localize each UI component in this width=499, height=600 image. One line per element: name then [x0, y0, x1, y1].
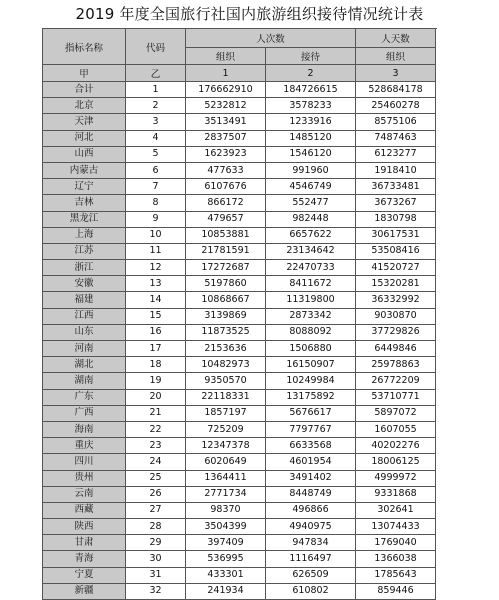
region-name: 重庆	[43, 438, 126, 454]
table-body	[43, 82, 436, 600]
region-name: 青海	[43, 551, 126, 567]
region-name: 海南	[43, 421, 126, 437]
person-days-org-value: 6123277	[356, 146, 436, 162]
person-times-recv-value: 991960	[266, 162, 356, 178]
person-times-org-value: 3513491	[186, 114, 266, 130]
person-times-recv-value: 1506880	[266, 341, 356, 357]
row-code: 4	[126, 130, 186, 146]
region-name: 吉林	[43, 195, 126, 211]
row-code: 9	[126, 211, 186, 227]
region-name: 河北	[43, 130, 126, 146]
person-days-org-value: 5897072	[356, 405, 436, 421]
person-times-org-value: 6107676	[186, 179, 266, 195]
person-times-org-value: 479657	[186, 211, 266, 227]
person-times-recv-value: 10249984	[266, 373, 356, 389]
row-code: 30	[126, 551, 186, 567]
person-times-org-value: 17272687	[186, 260, 266, 276]
table-row	[43, 519, 436, 535]
row-code: 23	[126, 438, 186, 454]
table-row	[43, 130, 436, 146]
table-row	[43, 276, 436, 292]
person-days-org-value: 859446	[356, 583, 436, 599]
person-days-org-value: 36733481	[356, 179, 436, 195]
table-row	[43, 162, 436, 178]
table-row	[43, 454, 436, 470]
table-row	[43, 470, 436, 486]
person-days-org-value: 8575106	[356, 114, 436, 130]
header-col-num-3: 3	[356, 65, 436, 82]
person-times-recv-value: 4546749	[266, 179, 356, 195]
region-name: 四川	[43, 454, 126, 470]
statistics-table	[42, 28, 436, 600]
person-times-org-value: 536995	[186, 551, 266, 567]
row-code: 21	[126, 405, 186, 421]
table-row	[43, 82, 436, 98]
row-code: 14	[126, 292, 186, 308]
person-days-org-value: 1918410	[356, 162, 436, 178]
person-days-org-value: 1366038	[356, 551, 436, 567]
person-times-recv-value: 982448	[266, 211, 356, 227]
row-code: 7	[126, 179, 186, 195]
person-times-recv-value: 947834	[266, 535, 356, 551]
person-times-org-value: 12347378	[186, 438, 266, 454]
person-times-recv-value: 6633568	[266, 438, 356, 454]
header-col-num-2: 2	[266, 65, 356, 82]
person-days-org-value: 13074433	[356, 519, 436, 535]
person-days-org-value: 53710771	[356, 389, 436, 405]
table-row	[43, 389, 436, 405]
header-person-days: 人天数	[356, 29, 436, 48]
person-times-org-value: 1623923	[186, 146, 266, 162]
person-times-org-value: 11873525	[186, 324, 266, 340]
row-code: 32	[126, 583, 186, 599]
person-days-org-value: 9331868	[356, 486, 436, 502]
person-times-recv-value: 8088092	[266, 324, 356, 340]
table-row	[43, 535, 436, 551]
person-times-recv-value: 496866	[266, 502, 356, 518]
row-code: 22	[126, 421, 186, 437]
table-row	[43, 502, 436, 518]
person-times-recv-value: 1116497	[266, 551, 356, 567]
person-times-org-value: 3504399	[186, 519, 266, 535]
person-days-org-value: 3673267	[356, 195, 436, 211]
region-name: 浙江	[43, 260, 126, 276]
table-row	[43, 583, 436, 599]
row-code: 17	[126, 341, 186, 357]
row-code: 28	[126, 519, 186, 535]
row-code: 24	[126, 454, 186, 470]
person-days-org-value: 26772209	[356, 373, 436, 389]
region-name: 北京	[43, 98, 126, 114]
header-index-label: 甲	[43, 65, 126, 82]
person-days-org-value: 1607055	[356, 421, 436, 437]
table-row	[43, 421, 436, 437]
table-row	[43, 146, 436, 162]
person-times-org-value: 21781591	[186, 243, 266, 259]
person-times-org-value: 477633	[186, 162, 266, 178]
row-code: 27	[126, 502, 186, 518]
person-times-org-value: 241934	[186, 583, 266, 599]
person-times-recv-value: 4940975	[266, 519, 356, 535]
person-times-org-value: 6020649	[186, 454, 266, 470]
table-row	[43, 357, 436, 373]
person-days-org-value: 53508416	[356, 243, 436, 259]
person-times-org-value: 10868667	[186, 292, 266, 308]
table-row	[43, 260, 436, 276]
header-index-code: 乙	[126, 65, 186, 82]
person-times-org-value: 2837507	[186, 130, 266, 146]
person-times-org-value: 5232812	[186, 98, 266, 114]
row-code: 1	[126, 82, 186, 98]
person-times-recv-value: 2873342	[266, 308, 356, 324]
person-times-org-value: 5197860	[186, 276, 266, 292]
person-times-recv-value: 1485120	[266, 130, 356, 146]
person-days-org-value: 18006125	[356, 454, 436, 470]
person-times-org-value: 1364411	[186, 470, 266, 486]
row-code: 3	[126, 114, 186, 130]
table-row	[43, 341, 436, 357]
table-row	[43, 227, 436, 243]
person-days-org-value: 41520727	[356, 260, 436, 276]
person-times-recv-value: 8411672	[266, 276, 356, 292]
person-times-recv-value: 3578233	[266, 98, 356, 114]
person-times-recv-value: 7797767	[266, 421, 356, 437]
region-name: 广西	[43, 405, 126, 421]
table-row	[43, 179, 436, 195]
person-times-org-value: 10482973	[186, 357, 266, 373]
region-name: 广东	[43, 389, 126, 405]
header-person-days-org: 组织	[356, 48, 436, 65]
person-times-org-value: 2771734	[186, 486, 266, 502]
person-days-org-value: 37729826	[356, 324, 436, 340]
row-code: 19	[126, 373, 186, 389]
person-days-org-value: 4999972	[356, 470, 436, 486]
region-name: 河南	[43, 341, 126, 357]
person-times-org-value: 22118331	[186, 389, 266, 405]
table-row	[43, 308, 436, 324]
table-row	[43, 98, 436, 114]
person-times-recv-value: 8448749	[266, 486, 356, 502]
row-code: 31	[126, 567, 186, 583]
person-times-org-value: 10853881	[186, 227, 266, 243]
region-name: 辽宁	[43, 179, 126, 195]
person-times-org-value: 176662910	[186, 82, 266, 98]
region-name: 江苏	[43, 243, 126, 259]
person-times-org-value: 866172	[186, 195, 266, 211]
region-name: 天津	[43, 114, 126, 130]
region-name: 陕西	[43, 519, 126, 535]
region-name: 云南	[43, 486, 126, 502]
row-code: 12	[126, 260, 186, 276]
row-code: 6	[126, 162, 186, 178]
person-days-org-value: 1785643	[356, 567, 436, 583]
person-times-recv-value: 184726615	[266, 82, 356, 98]
row-code: 18	[126, 357, 186, 373]
person-times-recv-value: 4601954	[266, 454, 356, 470]
row-code: 25	[126, 470, 186, 486]
person-times-recv-value: 626509	[266, 567, 356, 583]
row-code: 2	[126, 98, 186, 114]
row-code: 13	[126, 276, 186, 292]
row-code: 20	[126, 389, 186, 405]
person-times-recv-value: 16150907	[266, 357, 356, 373]
person-times-recv-value: 1546120	[266, 146, 356, 162]
region-name: 安徽	[43, 276, 126, 292]
row-code: 16	[126, 324, 186, 340]
row-code: 29	[126, 535, 186, 551]
header-person-times-org: 组织	[186, 48, 266, 65]
person-days-org-value: 6449846	[356, 341, 436, 357]
region-name: 内蒙古	[43, 162, 126, 178]
table-row	[43, 567, 436, 583]
person-times-recv-value: 22470733	[266, 260, 356, 276]
person-days-org-value: 1830798	[356, 211, 436, 227]
person-days-org-value: 40202276	[356, 438, 436, 454]
row-code: 15	[126, 308, 186, 324]
row-code: 26	[126, 486, 186, 502]
person-days-org-value: 15320281	[356, 276, 436, 292]
person-times-org-value: 98370	[186, 502, 266, 518]
table-row	[43, 438, 436, 454]
row-code: 5	[126, 146, 186, 162]
person-times-org-value: 397409	[186, 535, 266, 551]
header-person-times-recv: 接待	[266, 48, 356, 65]
table-row	[43, 243, 436, 259]
person-times-org-value: 2153636	[186, 341, 266, 357]
header-person-times: 人次数	[186, 29, 356, 48]
person-days-org-value: 30617531	[356, 227, 436, 243]
region-name: 新疆	[43, 583, 126, 599]
person-times-org-value: 433301	[186, 567, 266, 583]
table-row	[43, 324, 436, 340]
region-name: 黑龙江	[43, 211, 126, 227]
table-row	[43, 114, 436, 130]
person-times-recv-value: 610802	[266, 583, 356, 599]
table-row	[43, 405, 436, 421]
header-code: 代码	[126, 29, 186, 65]
person-days-org-value: 9030870	[356, 308, 436, 324]
region-name: 江西	[43, 308, 126, 324]
region-name: 贵州	[43, 470, 126, 486]
person-times-org-value: 1857197	[186, 405, 266, 421]
person-times-org-value: 3139869	[186, 308, 266, 324]
region-name: 湖南	[43, 373, 126, 389]
person-times-recv-value: 6657622	[266, 227, 356, 243]
person-days-org-value: 302641	[356, 502, 436, 518]
person-days-org-value: 7487463	[356, 130, 436, 146]
table-row	[43, 551, 436, 567]
person-days-org-value: 528684178	[356, 82, 436, 98]
row-code: 8	[126, 195, 186, 211]
person-times-org-value: 725209	[186, 421, 266, 437]
region-name: 上海	[43, 227, 126, 243]
table-row	[43, 195, 436, 211]
table-title: 2019 年度全国旅行社国内旅游组织接待情况统计表	[75, 5, 424, 23]
region-name: 福建	[43, 292, 126, 308]
region-name: 合计	[43, 82, 126, 98]
person-days-org-value: 36332992	[356, 292, 436, 308]
region-name: 山东	[43, 324, 126, 340]
person-times-recv-value: 1233916	[266, 114, 356, 130]
region-name: 山西	[43, 146, 126, 162]
table-row	[43, 211, 436, 227]
table-row	[43, 292, 436, 308]
header-col-num-1: 1	[186, 65, 266, 82]
row-code: 11	[126, 243, 186, 259]
header-indicator: 指标名称	[43, 29, 126, 65]
person-times-recv-value: 23134642	[266, 243, 356, 259]
person-times-recv-value: 3491402	[266, 470, 356, 486]
region-name: 湖北	[43, 357, 126, 373]
person-times-recv-value: 11319800	[266, 292, 356, 308]
person-days-org-value: 1769040	[356, 535, 436, 551]
person-days-org-value: 25460278	[356, 98, 436, 114]
person-times-recv-value: 552477	[266, 195, 356, 211]
person-times-org-value: 9350570	[186, 373, 266, 389]
person-times-recv-value: 5676617	[266, 405, 356, 421]
table-row	[43, 373, 436, 389]
person-times-recv-value: 13175892	[266, 389, 356, 405]
table-row	[43, 486, 436, 502]
region-name: 甘肃	[43, 535, 126, 551]
region-name: 宁夏	[43, 567, 126, 583]
row-code: 10	[126, 227, 186, 243]
person-days-org-value: 25978863	[356, 357, 436, 373]
region-name: 西藏	[43, 502, 126, 518]
